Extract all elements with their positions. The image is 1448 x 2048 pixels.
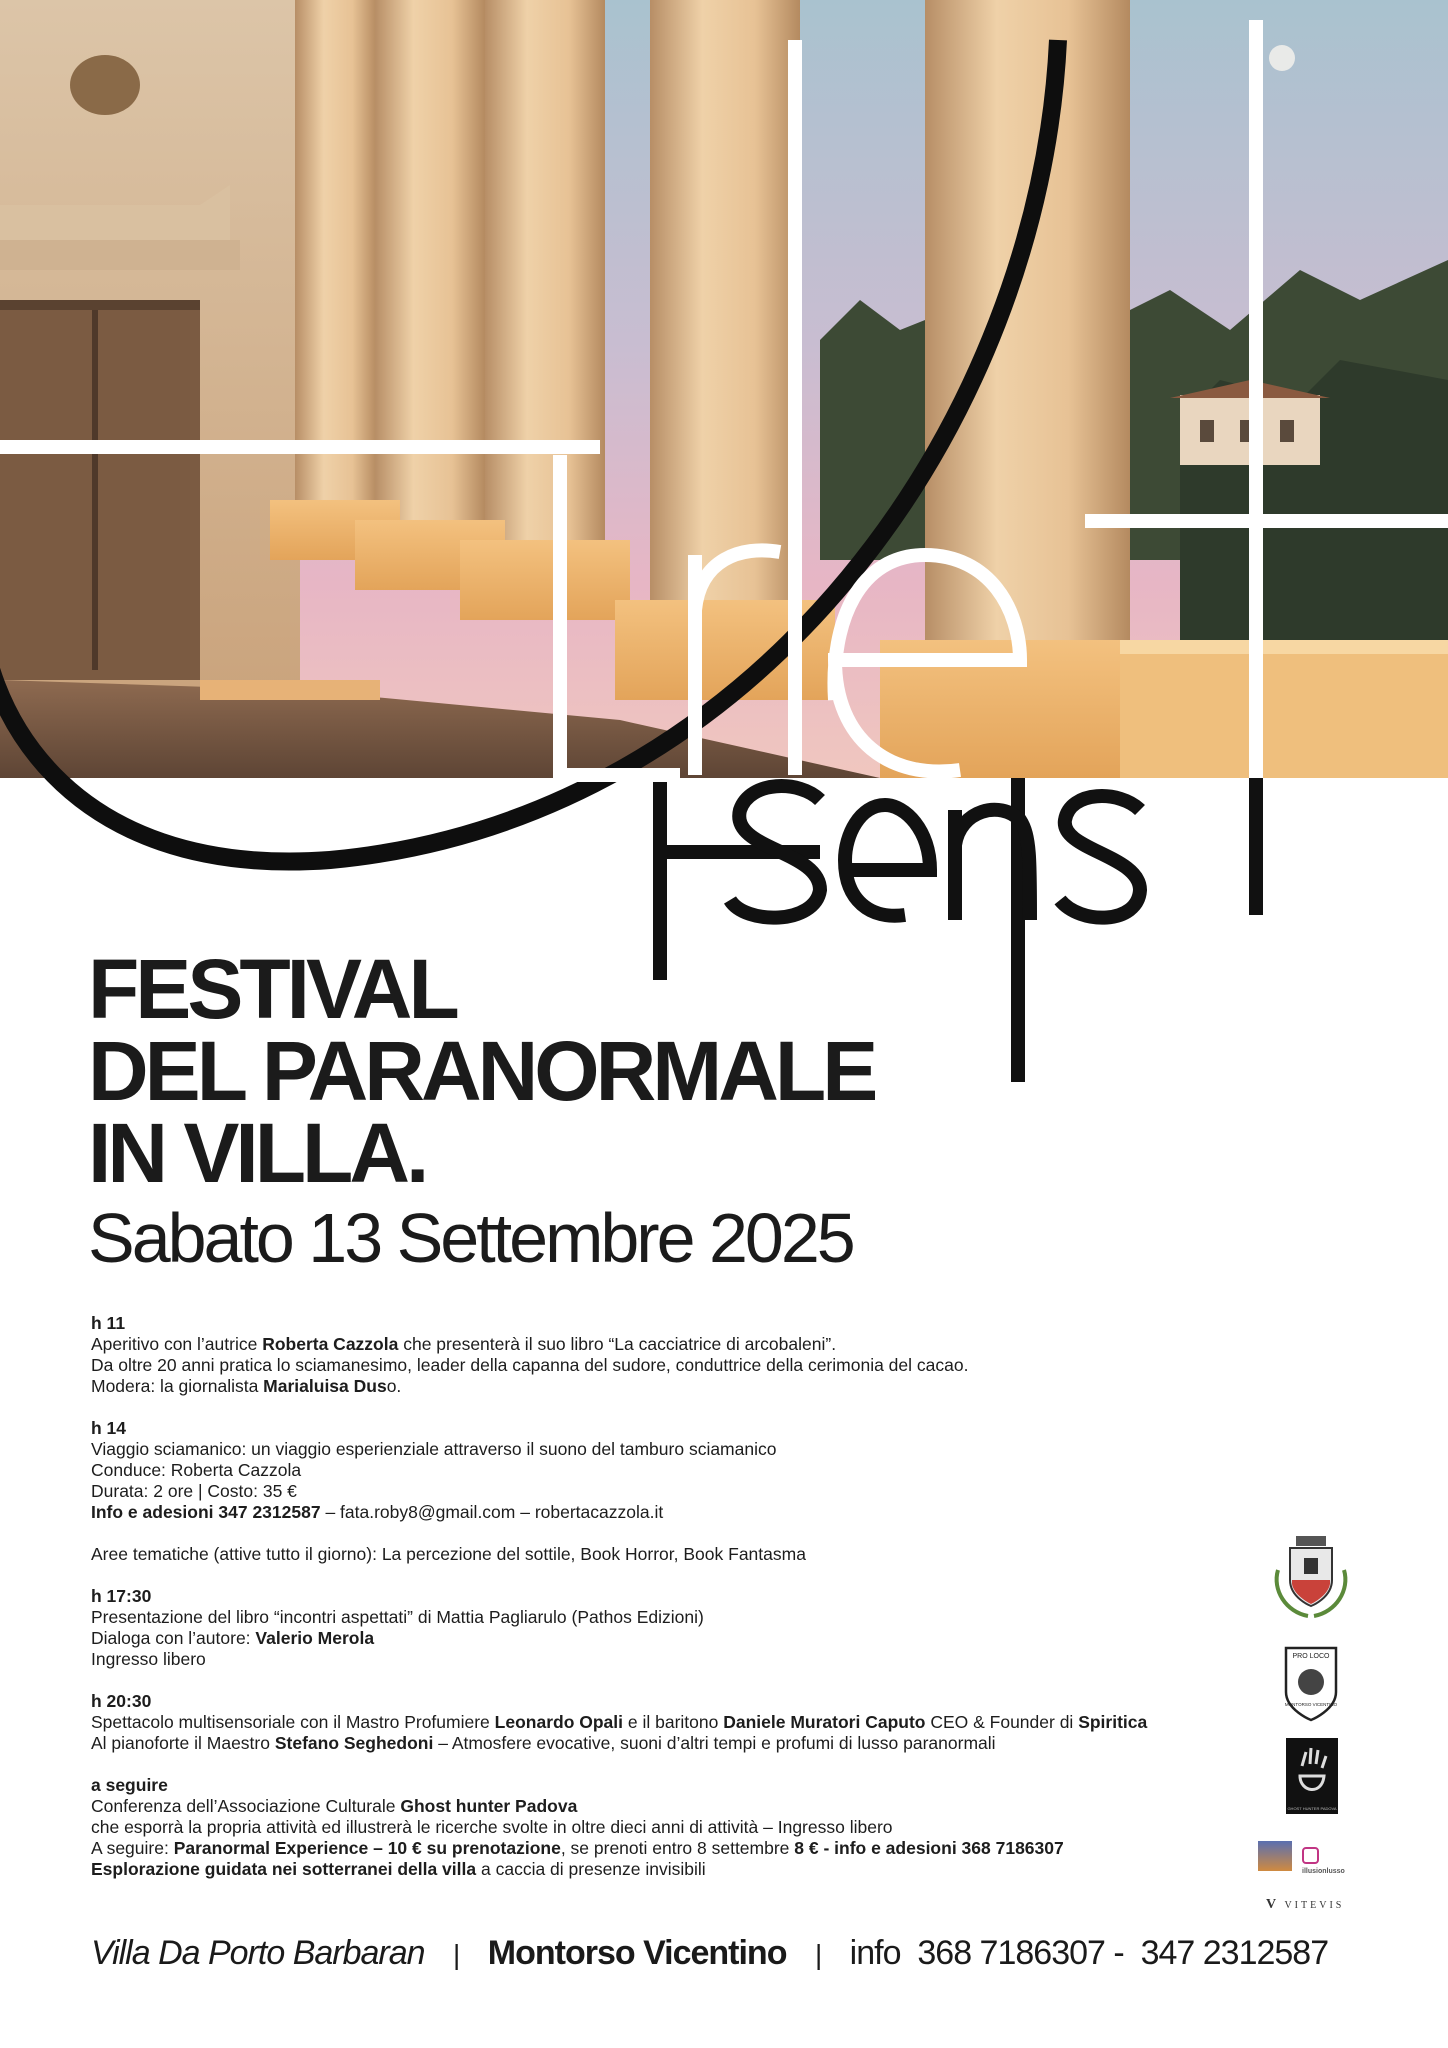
ghost-hunter-logo-icon xyxy=(1250,1736,1370,1818)
text: Aperitivo con l’autrice xyxy=(91,1334,263,1354)
program-line xyxy=(91,1733,1271,1754)
program-line: Aree tematiche (attive tutto il giorno): La percezione del sottile, Book Horror, Book Fantasma xyxy=(91,1544,806,1564)
discount-info: 8 € - info e adesioni 368 7186307 xyxy=(794,1838,1064,1858)
guest-name: Stefano Seghedoni xyxy=(274,1733,434,1753)
text: e il baritono xyxy=(623,1712,724,1732)
proloco-badge-icon xyxy=(1250,1644,1370,1724)
ghost-hunter-label: GHOST HUNTER PADOVA xyxy=(1287,1806,1337,1811)
vitevis-text: VITEVIS xyxy=(1284,1900,1345,1911)
text: CEO & Founder di xyxy=(925,1712,1079,1732)
vitevis-mark-icon: V xyxy=(1266,1897,1280,1912)
program-line: Durata: 2 ore | Costo: 35 € xyxy=(91,1481,297,1501)
text: , se prenoti entro 8 settembre xyxy=(560,1838,795,1858)
thumbnail-icon xyxy=(1258,1841,1292,1871)
program-line xyxy=(91,1796,1271,1817)
instagram-row xyxy=(1258,1836,1370,1875)
moderator-name: Marialuisa Dus xyxy=(263,1376,387,1396)
program-line: Viaggio sciamanico: un viaggio esperienziale attraverso il suono del tamburo sciamanico xyxy=(91,1439,777,1459)
association-name: Ghost hunter Padova xyxy=(400,1796,578,1816)
text: Modera: la giornalista xyxy=(91,1376,264,1396)
program-h14 xyxy=(91,1418,1271,1523)
text: Conferenza dell’Associazione Culturale xyxy=(91,1796,401,1816)
guest-name: Valerio Merola xyxy=(255,1628,375,1648)
brand-name: Spiritica xyxy=(1078,1712,1148,1732)
program-line: Ingresso libero xyxy=(91,1649,206,1669)
vitevis-logo xyxy=(1266,1897,1370,1913)
proloco-bottom-text: MONTORSO VICENTINO xyxy=(1284,1702,1338,1707)
title-line-1: FESTIVAL xyxy=(88,942,456,1036)
text: A seguire: xyxy=(91,1838,174,1858)
sponsor-logos xyxy=(1250,1530,1370,1913)
info-phones: info 368 7186307 - 347 2312587 xyxy=(849,1934,1329,1972)
instagram-icon xyxy=(1302,1847,1319,1864)
program-line xyxy=(91,1859,1271,1880)
guest-name: Daniele Muratori Caputo xyxy=(723,1712,926,1732)
program-line xyxy=(91,1712,1271,1733)
program-h11 xyxy=(91,1313,1271,1397)
text: – Atmosfere evocative, suoni d’altri tempi e profumi di lusso paranormali xyxy=(433,1733,996,1753)
instagram-handle: illusionlusso xyxy=(1302,1868,1345,1875)
program-line: Da oltre 20 anni pratica lo sciamanesimo, leader della capanna del sudore, conduttrice della cerimonia del cacao. xyxy=(91,1355,969,1375)
program-line xyxy=(91,1838,1271,1859)
text: Dialoga con l’autore: xyxy=(91,1628,256,1648)
guided-tour: Esplorazione guidata nei sotterranei della villa xyxy=(91,1859,477,1879)
text: che presenterà il suo libro “La cacciatrice di arcobaleni”. xyxy=(398,1334,837,1354)
program-line xyxy=(91,1502,1271,1523)
text: a caccia di presenze invisibili xyxy=(476,1859,706,1879)
text: Al pianoforte il Maestro xyxy=(91,1733,275,1753)
program-line: Conduce: Roberta Cazzola xyxy=(91,1460,302,1480)
town-name: Montorso Vicentino xyxy=(487,1934,787,1972)
separator: | xyxy=(453,1939,460,1970)
program-line: che esporrà la propria attività ed illustrerà le ricerche svolte in oltre dieci anni di attività – Ingresso libero xyxy=(91,1817,893,1837)
proloco-top-text: PRO LOCO xyxy=(1292,1653,1330,1660)
time-label: h 14 xyxy=(91,1418,127,1438)
contact-text: – fata.roby8@gmail.com – robertacazzola.it xyxy=(320,1502,664,1522)
separator: | xyxy=(814,1939,822,1970)
guest-name: Leonardo Opali xyxy=(494,1712,624,1732)
text: o. xyxy=(386,1376,402,1396)
program-line xyxy=(91,1376,1271,1397)
footer xyxy=(91,1934,1391,1973)
title-block xyxy=(88,942,875,1280)
title-line-3: IN VILLA. xyxy=(88,1106,426,1200)
program xyxy=(91,1313,1271,1901)
program-seguire xyxy=(91,1775,1271,1880)
section-label: a seguire xyxy=(91,1775,168,1795)
time-label: h 20:30 xyxy=(91,1691,152,1711)
author-name: Roberta Cazzola xyxy=(262,1334,399,1354)
title-line-2: DEL PARANORMALE xyxy=(88,1024,875,1118)
program-h1730 xyxy=(91,1586,1271,1670)
time-label: h 11 xyxy=(91,1313,126,1333)
program-h2030 xyxy=(91,1691,1271,1754)
info-phone: Info e adesioni 347 2312587 xyxy=(91,1502,321,1522)
program-aree xyxy=(91,1544,1271,1565)
program-line xyxy=(91,1628,1271,1649)
time-label: h 17:30 xyxy=(91,1586,152,1606)
venue-name: Villa Da Porto Barbaran xyxy=(91,1934,425,1972)
text: Spettacolo multisensoriale con il Mastro Profumiere xyxy=(91,1712,495,1732)
program-line: Presentazione del libro “incontri aspettati” di Mattia Pagliarulo (Pathos Edizioni) xyxy=(91,1607,704,1627)
program-line xyxy=(91,1334,1271,1355)
experience-price: Paranormal Experience – 10 € su prenotazione xyxy=(173,1838,561,1858)
event-date: Sabato 13 Settembre 2025 xyxy=(88,1199,853,1277)
municipal-crest-icon xyxy=(1250,1530,1370,1630)
